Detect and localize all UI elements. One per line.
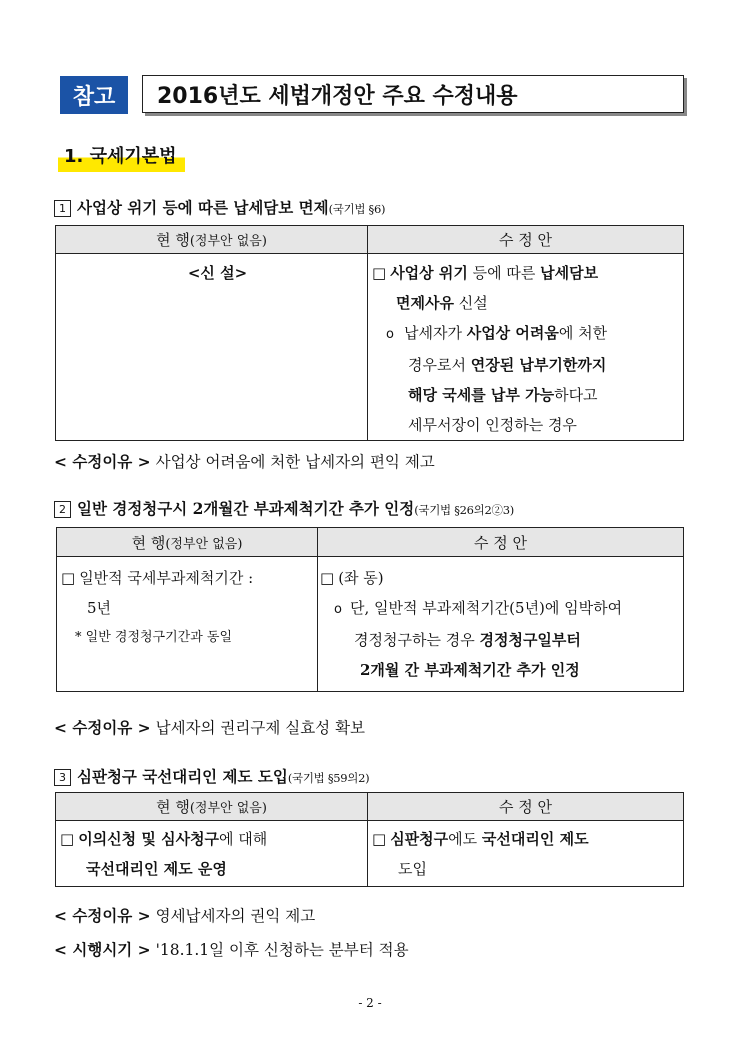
item-3-table: [55, 792, 684, 887]
col-proposed-header: 수 정 안: [368, 793, 684, 821]
item-3-title: [54, 765, 369, 787]
item-3-title-text: 심판청구 국선대리인 제도 도입: [77, 767, 288, 786]
item-1-proposed: □ 사업상 위기 등에 따른 납세담보 면제사유 신설 o 납세자가 사업상 어려움에 처한 경우로서 연장된 납부기한까지 해당 국세를 납부 가능하다고 세무서장이 인정하는 경우: [368, 254, 684, 441]
item-3-current: □ 이의신청 및 심사청구에 대해 국선대리인 제도 운영: [56, 821, 368, 887]
item-1-title: [54, 196, 385, 218]
section-title: 1. 국세기본법: [58, 140, 185, 172]
col-current-header: 현 행(정부안 없음): [56, 226, 368, 254]
item-2-current: □ 일반적 국세부과제척기간 : 5년 * 일반 경정청구기간과 동일: [57, 557, 318, 692]
item-2-ref: (국기법 §26의2②3): [414, 503, 514, 517]
item-1-title-text: 사업상 위기 등에 따른 납세담보 면제: [77, 198, 329, 217]
col-proposed-header: 수 정 안: [368, 226, 684, 254]
item-2-title: [54, 497, 514, 519]
item-1-ref: (국기법 §6): [328, 202, 386, 216]
item-1-current: <신 설>: [56, 254, 368, 441]
item-2-number: 2: [54, 501, 71, 518]
item-1-reason: < 수정이유 > 사업상 어려움에 처한 납세자의 편익 제고: [54, 453, 435, 471]
item-3-effective-date: < 시행시기 > '18.1.1일 이후 신청하는 분부터 적용: [54, 941, 409, 959]
item-1-table: [55, 225, 684, 441]
item-3-number: 3: [54, 769, 71, 786]
item-3-reason: < 수정이유 > 영세납세자의 권익 제고: [54, 907, 316, 925]
col-current-header: 현 행(정부안 없음): [56, 793, 368, 821]
item-2-title-text: 일반 경정청구시 2개월간 부과제척기간 추가 인정: [77, 499, 415, 518]
item-2-table: [56, 527, 684, 692]
item-2-reason: < 수정이유 > 납세자의 권리구제 실효성 확보: [54, 719, 366, 737]
reference-tag: 참고: [60, 76, 128, 114]
item-1-number: 1: [54, 200, 71, 217]
page-number: - 2 -: [358, 996, 382, 1010]
item-3-proposed: □ 심판청구에도 국선대리인 제도 도입: [368, 821, 684, 887]
item-2-proposed: □ (좌 동) o 단, 일반적 부과제척기간(5년)에 임박하여 경정청구하는 경우 경정청구일부터 2개월 간 부과제척기간 추가 인정: [318, 557, 684, 692]
page-title: 2016년도 세법개정안 주요 수정내용: [142, 75, 684, 113]
item-3-ref: (국기법 §59의2): [287, 771, 370, 785]
col-proposed-header: 수 정 안: [318, 528, 684, 557]
col-current-header: 현 행(정부안 없음): [57, 528, 318, 557]
